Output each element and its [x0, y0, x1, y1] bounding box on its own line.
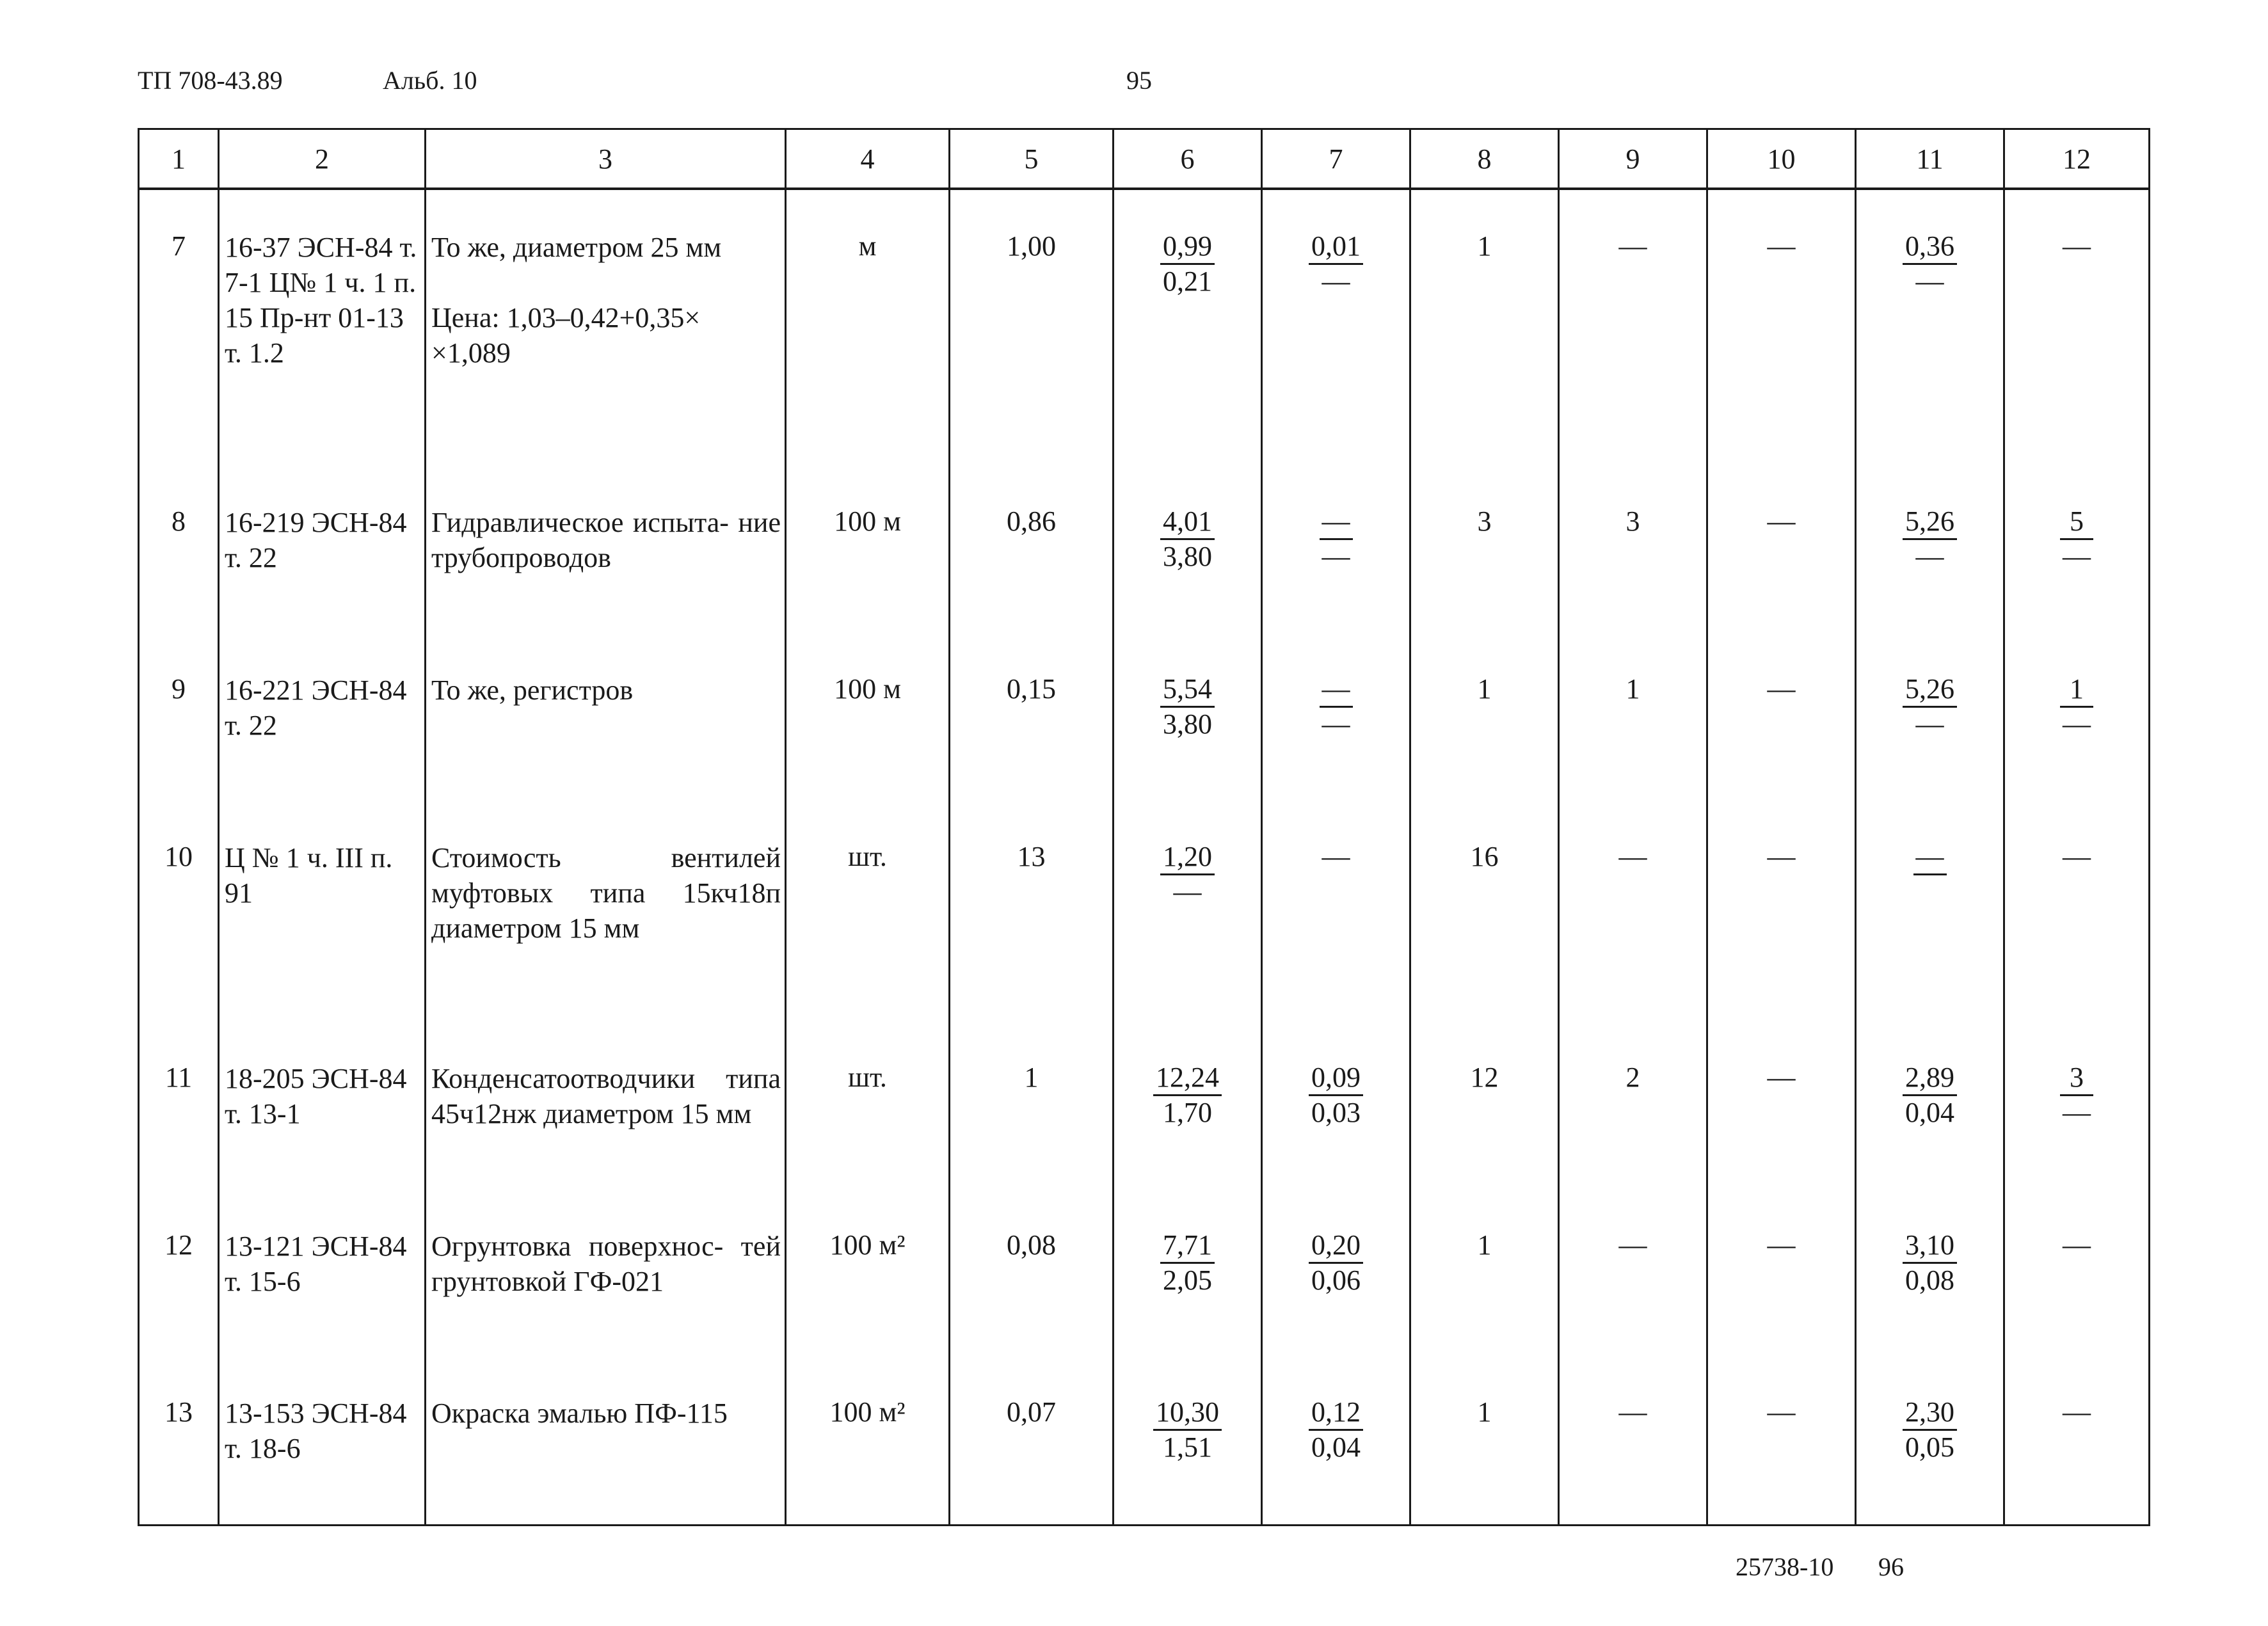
row-number: 10: [139, 801, 219, 1021]
fraction-top: 1: [2060, 673, 2093, 708]
col-12: —: [2004, 1189, 2150, 1357]
col-8: 3: [1410, 465, 1559, 633]
table-row: [139, 1356, 2150, 1524]
fraction-top: 5,54: [1160, 673, 1215, 708]
col-8: 16: [1410, 801, 1559, 1021]
table-row: [139, 801, 2150, 1021]
norm-reference: Ц № 1 ч. III п. 91: [219, 801, 426, 1021]
col-6: [1114, 1356, 1262, 1524]
work-name: Гидравлическое испыта- ние трубопроводов: [426, 465, 786, 633]
column-header: 11: [1856, 129, 2004, 189]
norm-reference: 13-121 ЭСН-84 т. 15-6: [219, 1189, 426, 1357]
work-name: Огрунтовка поверхнос- тей грунтовкой ГФ-021: [426, 1189, 786, 1357]
col-10: —: [1707, 189, 1856, 465]
fraction-top: 10,30: [1153, 1396, 1222, 1431]
fraction-bottom: 0,03: [1311, 1096, 1361, 1128]
norm-reference: 16-37 ЭСН-84 т. 7-1 Ц№ 1 ч. 1 п. 15 Пр-нт 01-13 т. 1.2: [219, 189, 426, 465]
column-header: 6: [1114, 129, 1262, 189]
col-7: —: [1262, 801, 1410, 1021]
col-12: [2004, 1021, 2150, 1189]
fraction-bottom: —: [2063, 1096, 2091, 1128]
fraction-bottom: 0,08: [1905, 1264, 1954, 1296]
col-9: 3: [1559, 465, 1707, 633]
col-7: [1262, 1189, 1410, 1357]
col-11: [1856, 633, 2004, 801]
col-8: 1: [1410, 189, 1559, 465]
fraction-top: —: [1320, 505, 1353, 540]
col-6: [1114, 633, 1262, 801]
fraction-bottom: —: [1322, 708, 1350, 740]
col-7: [1262, 1356, 1410, 1524]
col-10: —: [1707, 801, 1856, 1021]
column-header: 10: [1707, 129, 1856, 189]
col-11: [1856, 1189, 2004, 1357]
fraction-top: 0,36: [1903, 230, 1957, 265]
fraction-top: 5,26: [1903, 505, 1957, 540]
norm-reference: 13-153 ЭСН-84 т. 18-6: [219, 1356, 426, 1524]
col-10: —: [1707, 1356, 1856, 1524]
work-name: Стоимость вентилей муфтовых типа 15кч18п диаметром 15 мм: [426, 801, 786, 1021]
unit: 100 м: [786, 465, 950, 633]
unit: 100 м: [786, 633, 950, 801]
quantity: 0,15: [950, 633, 1114, 801]
fraction-bottom: —: [1915, 266, 1944, 297]
quantity: 0,08: [950, 1189, 1114, 1357]
column-header: 2: [219, 129, 426, 189]
fraction-top: 4,01: [1160, 505, 1215, 540]
empty-row: [139, 1524, 2150, 1525]
col-6: [1114, 1189, 1262, 1357]
col-11: [1856, 465, 2004, 633]
table-row: [139, 465, 2150, 633]
fraction-bottom: —: [1173, 875, 1202, 907]
fraction-top: 0,09: [1309, 1061, 1363, 1096]
col-8: 12: [1410, 1021, 1559, 1189]
col-6: [1114, 465, 1262, 633]
col-7: [1262, 1021, 1410, 1189]
estimate-table: [138, 128, 2150, 1526]
fraction-top: 5: [2060, 505, 2093, 540]
fraction-top: 1,20: [1160, 840, 1215, 875]
fraction-bottom: 0,04: [1311, 1431, 1361, 1463]
fraction-top: 2,89: [1903, 1061, 1957, 1096]
col-11: [1856, 1021, 2004, 1189]
col-7: [1262, 189, 1410, 465]
row-number: 12: [139, 1189, 219, 1357]
col-7: [1262, 465, 1410, 633]
fraction-bottom: 3,80: [1163, 541, 1212, 573]
fraction-top: 3,10: [1903, 1229, 1957, 1264]
fraction-bottom: 1,70: [1163, 1096, 1212, 1128]
row-number: 9: [139, 633, 219, 801]
column-header: 8: [1410, 129, 1559, 189]
column-header: 5: [950, 129, 1114, 189]
fraction-bottom: 2,05: [1163, 1264, 1212, 1296]
col-9: —: [1559, 189, 1707, 465]
fraction-top: 5,26: [1903, 673, 1957, 708]
fraction-bottom: 1,51: [1163, 1431, 1212, 1463]
col-12: —: [2004, 801, 2150, 1021]
col-12: —: [2004, 1356, 2150, 1524]
norm-reference: 18-205 ЭСН-84 т. 13-1: [219, 1021, 426, 1189]
col-12: —: [2004, 189, 2150, 465]
quantity: 13: [950, 801, 1114, 1021]
col-10: —: [1707, 1189, 1856, 1357]
col-9: —: [1559, 801, 1707, 1021]
fraction-bottom: —: [1915, 541, 1944, 573]
fraction-top: 7,71: [1160, 1229, 1215, 1264]
col-11: [1856, 801, 2004, 1021]
table-row: [139, 1021, 2150, 1189]
fraction-bottom: 0,21: [1163, 266, 1212, 297]
fraction-bottom: —: [1322, 266, 1350, 297]
col-11: [1856, 1356, 2004, 1524]
page-number: 95: [1126, 66, 1152, 95]
col-6: [1114, 1021, 1262, 1189]
document-code: ТП 708-43.89: [138, 66, 283, 95]
fraction-top: —: [1913, 840, 1947, 875]
column-header: 9: [1559, 129, 1707, 189]
norm-reference: 16-219 ЭСН-84 т. 22: [219, 465, 426, 633]
col-9: 1: [1559, 633, 1707, 801]
footer-page: 96: [1878, 1552, 1904, 1581]
col-7: [1262, 633, 1410, 801]
quantity: 1: [950, 1021, 1114, 1189]
price-formula: Цена: 1,03–0,42+0,35× ×1,089: [431, 302, 701, 369]
table-row: [139, 189, 2150, 465]
table-row: [139, 633, 2150, 801]
norm-reference: 16-221 ЭСН-84 т. 22: [219, 633, 426, 801]
quantity: 1,00: [950, 189, 1114, 465]
fraction-top: 0,12: [1309, 1396, 1363, 1431]
column-header: 1: [139, 129, 219, 189]
column-header: 4: [786, 129, 950, 189]
unit: шт.: [786, 1021, 950, 1189]
col-9: —: [1559, 1189, 1707, 1357]
table-row: [139, 1189, 2150, 1357]
work-name: [426, 189, 786, 465]
col-12: [2004, 465, 2150, 633]
work-name: То же, регистров: [426, 633, 786, 801]
fraction-bottom: —: [2063, 708, 2091, 740]
col-12: [2004, 633, 2150, 801]
fraction-top: 0,20: [1309, 1229, 1363, 1264]
col-10: —: [1707, 633, 1856, 801]
fraction-top: —: [1320, 673, 1353, 708]
fraction-top: 12,24: [1153, 1061, 1222, 1096]
column-header: 3: [426, 129, 786, 189]
col-8: 1: [1410, 633, 1559, 801]
fraction-bottom: —: [1915, 708, 1944, 740]
row-number: 11: [139, 1021, 219, 1189]
column-number-header: [139, 129, 2150, 189]
work-name: Окраска эмалью ПФ-115: [426, 1356, 786, 1524]
row-number: 8: [139, 465, 219, 633]
fraction-top: 0,99: [1160, 230, 1215, 265]
fraction-bottom: —: [1322, 541, 1350, 573]
col-8: 1: [1410, 1189, 1559, 1357]
col-8: 1: [1410, 1356, 1559, 1524]
col-9: —: [1559, 1356, 1707, 1524]
col-6: [1114, 189, 1262, 465]
row-number: 13: [139, 1356, 219, 1524]
quantity: 0,86: [950, 465, 1114, 633]
unit: м: [786, 189, 950, 465]
column-header: 12: [2004, 129, 2150, 189]
fraction-bottom: —: [2063, 541, 2091, 573]
unit: 100 м²: [786, 1189, 950, 1357]
row-number: 7: [139, 189, 219, 465]
unit: 100 м²: [786, 1356, 950, 1524]
fraction-top: 2,30: [1903, 1396, 1957, 1431]
fraction-bottom: 0,05: [1905, 1431, 1954, 1463]
fraction-bottom: 0,04: [1905, 1096, 1954, 1128]
unit: шт.: [786, 801, 950, 1021]
fraction-bottom: 3,80: [1163, 708, 1212, 740]
col-11: [1856, 189, 2004, 465]
work-name-text: То же, диаметром 25 мм: [431, 232, 722, 263]
column-header: 7: [1262, 129, 1410, 189]
footer-code: 25738-10: [1736, 1552, 1834, 1581]
quantity: 0,07: [950, 1356, 1114, 1524]
fraction-top: 3: [2060, 1061, 2093, 1096]
col-6: [1114, 801, 1262, 1021]
work-name: Конденсатоотводчики типа 45ч12нж диаметром 15 мм: [426, 1021, 786, 1189]
col-10: —: [1707, 1021, 1856, 1189]
col-9: 2: [1559, 1021, 1707, 1189]
album-label: Альб. 10: [383, 66, 477, 95]
col-10: —: [1707, 465, 1856, 633]
fraction-bottom: 0,06: [1311, 1264, 1361, 1296]
fraction-top: 0,01: [1309, 230, 1363, 265]
